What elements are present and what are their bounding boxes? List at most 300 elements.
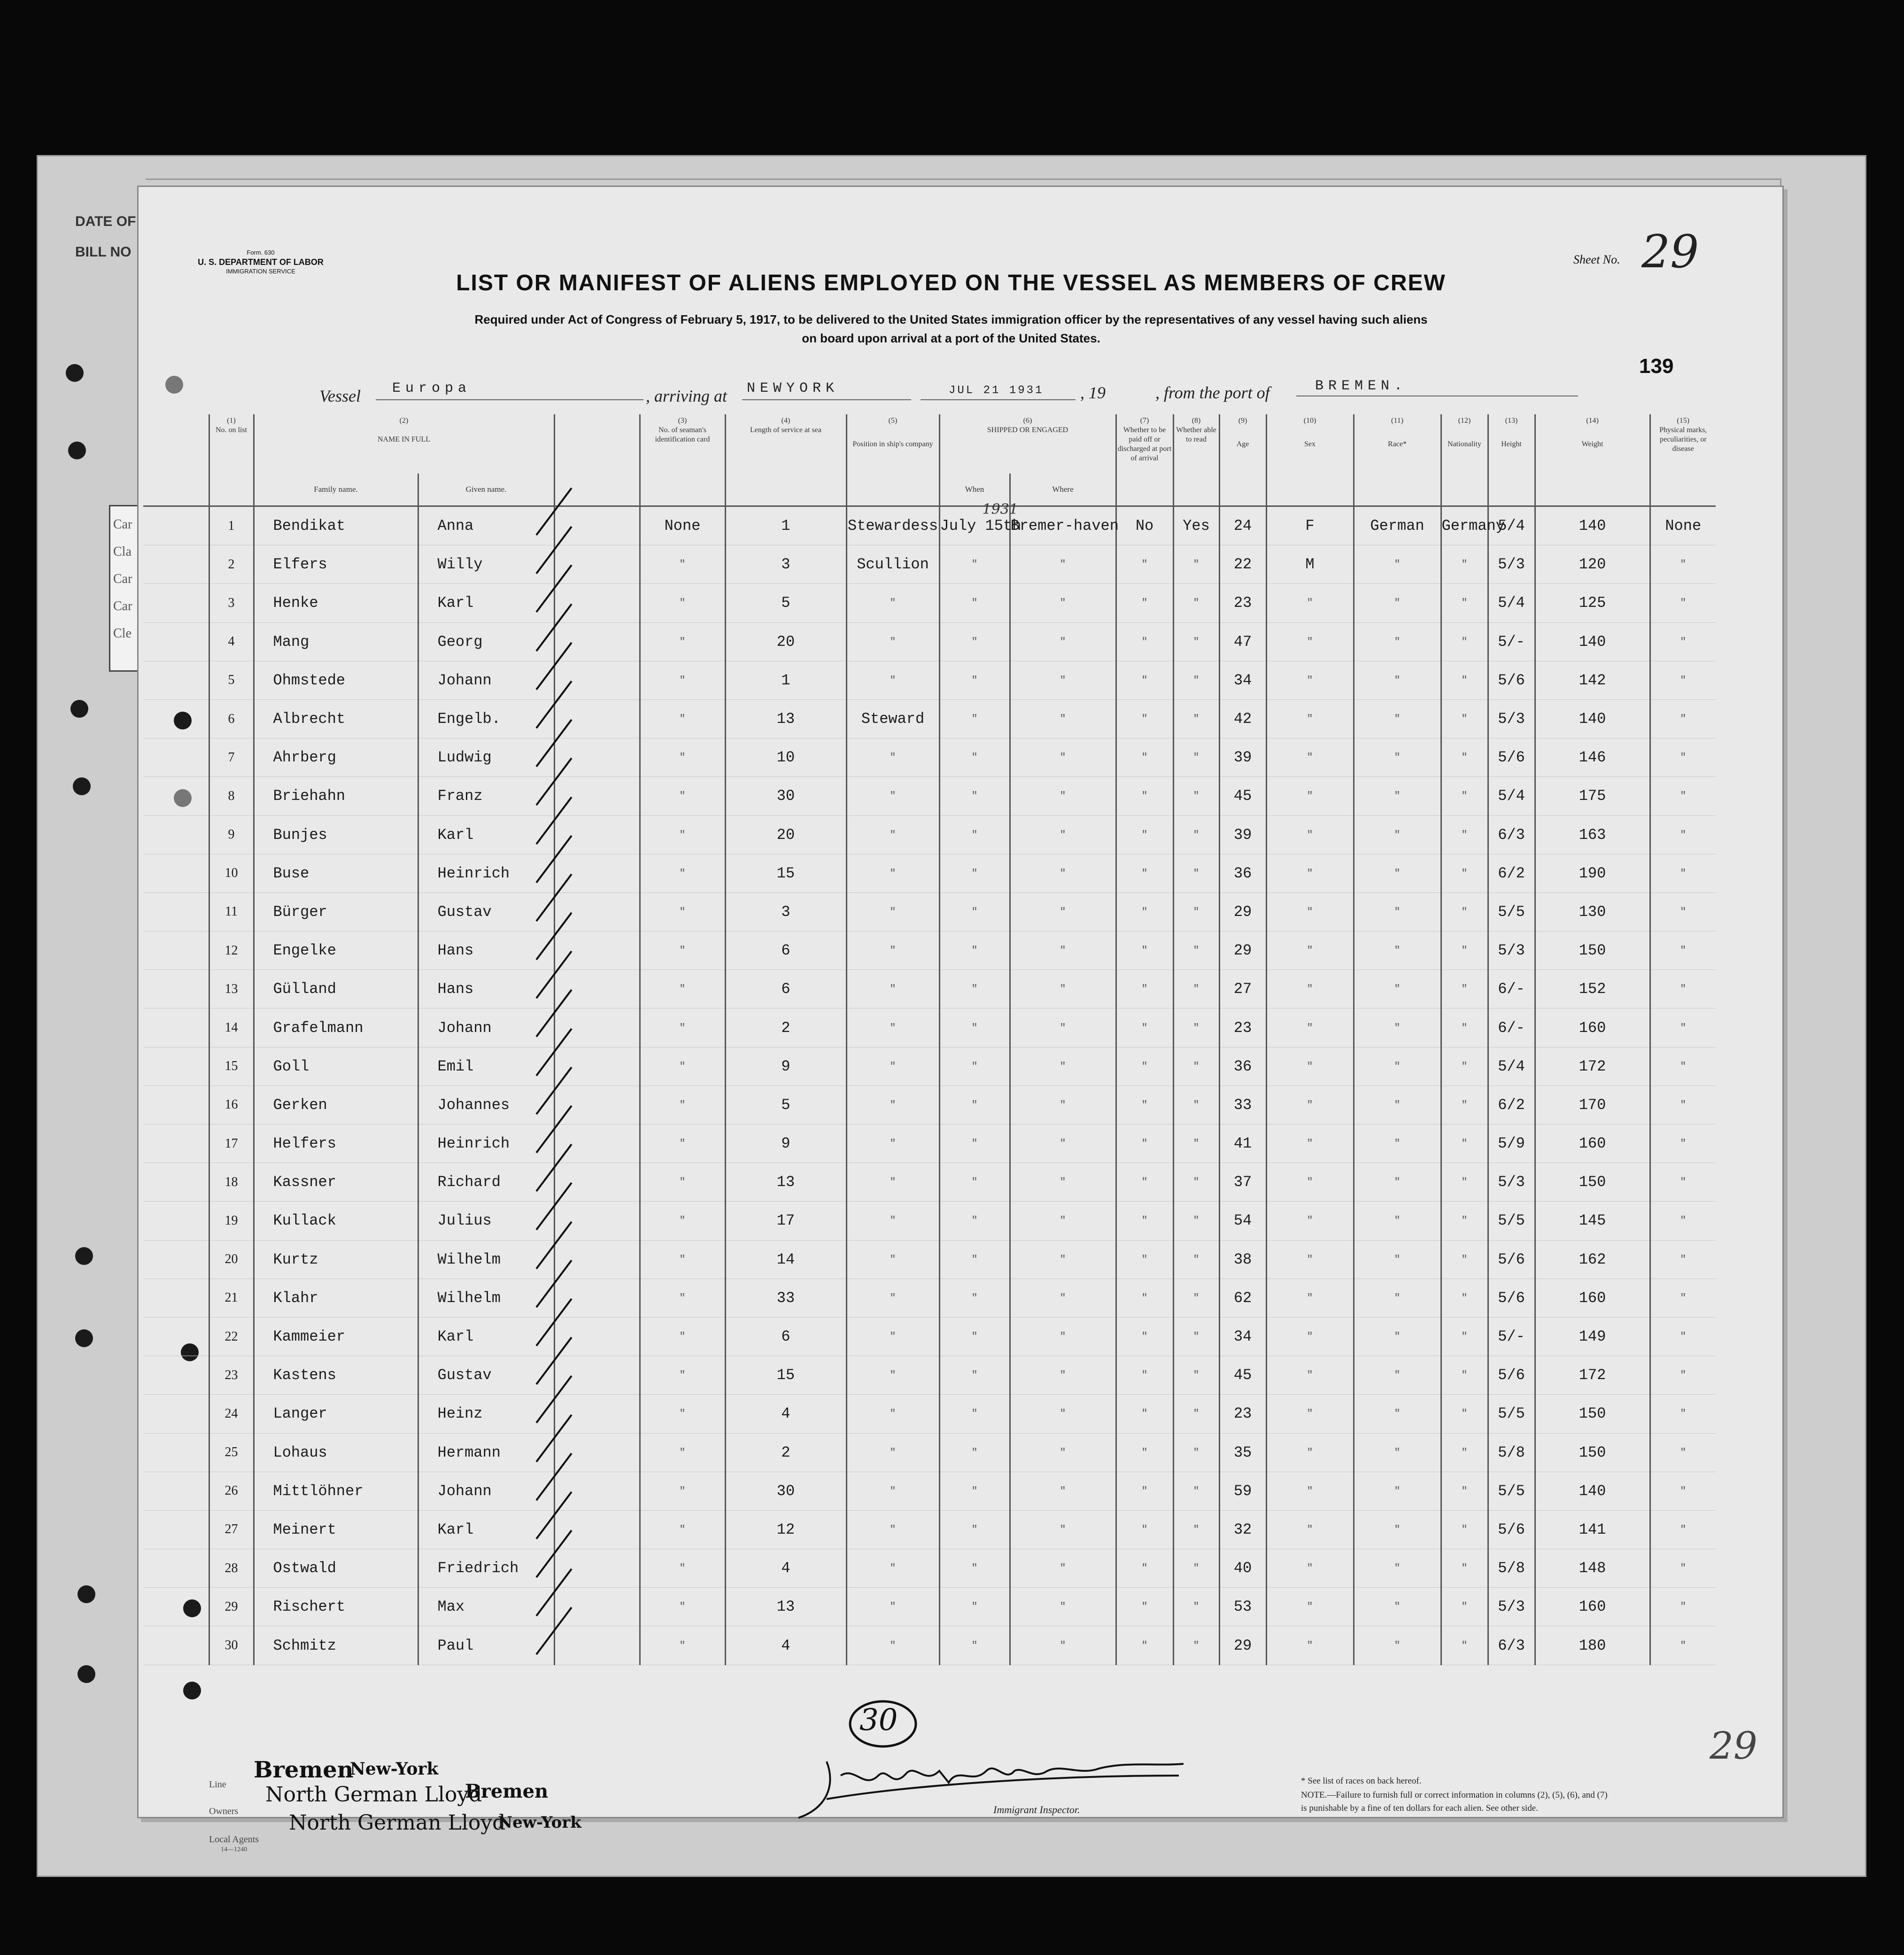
shipped-where: " (1010, 584, 1116, 622)
row-number: 6 (209, 699, 254, 738)
able-to-read: " (1173, 699, 1219, 738)
owners-stamp-city: Bremen (465, 1780, 549, 1802)
paid-off: " (1116, 622, 1173, 661)
sex: " (1266, 1395, 1354, 1433)
weight: 150 (1535, 1433, 1650, 1472)
shipped-when: " (939, 1240, 1010, 1279)
length-of-service: 2 (725, 1433, 846, 1472)
punch-hole (70, 700, 88, 718)
shipped-where: " (1010, 1317, 1116, 1356)
given-name: Emil (418, 1047, 554, 1086)
paid-off: " (1116, 815, 1173, 854)
weight: 160 (1535, 1588, 1650, 1626)
position: " (846, 854, 939, 892)
physical-marks: " (1650, 1510, 1716, 1549)
age: 45 (1219, 777, 1266, 815)
age: 39 (1219, 815, 1266, 854)
race: " (1354, 1125, 1441, 1163)
shipped-when: " (939, 815, 1010, 854)
row-margin (143, 1125, 209, 1163)
physical-marks: " (1650, 931, 1716, 970)
paid-off: " (1116, 1549, 1173, 1588)
able-to-read: " (1173, 545, 1219, 584)
given-name: Franz (418, 777, 554, 815)
age: 62 (1219, 1279, 1266, 1317)
row-number: 11 (209, 892, 254, 931)
race: " (1354, 1588, 1441, 1626)
sex: " (1266, 931, 1354, 970)
from-port-label: , from the port of (1155, 383, 1270, 402)
crew-row (143, 1433, 1716, 1472)
position: " (846, 661, 939, 699)
physical-marks: " (1650, 970, 1716, 1009)
sex: " (1266, 1549, 1354, 1588)
position: " (846, 584, 939, 622)
paid-off: " (1116, 1317, 1173, 1356)
crew-row (143, 1009, 1716, 1047)
shipped-where: " (1010, 1433, 1116, 1472)
sex: " (1266, 1588, 1354, 1626)
sex: " (1266, 1047, 1354, 1086)
position: " (846, 1395, 939, 1433)
height: 5/6 (1488, 1510, 1535, 1549)
crew-row (143, 1549, 1716, 1588)
row-number: 9 (209, 815, 254, 854)
stub-line: Car (113, 517, 132, 532)
shipped-where: " (1010, 622, 1116, 661)
id-card: " (640, 777, 725, 815)
row-number: 8 (209, 777, 254, 815)
weight: 140 (1535, 622, 1650, 661)
race: " (1354, 970, 1441, 1009)
given-name: Wilhelm (418, 1240, 554, 1279)
punch-hole (183, 1682, 201, 1699)
shipped-where: " (1010, 854, 1116, 892)
inspector-signature (770, 1747, 1193, 1823)
shipped-when: " (939, 738, 1010, 777)
given-name: Heinrich (418, 1125, 554, 1163)
row-number: 29 (209, 1588, 254, 1626)
able-to-read: " (1173, 815, 1219, 854)
row-margin (143, 815, 209, 854)
race: " (1354, 738, 1441, 777)
sex: " (1266, 892, 1354, 931)
column-header-row (143, 414, 1716, 473)
age: 41 (1219, 1125, 1266, 1163)
able-to-read: " (1173, 1009, 1219, 1047)
race: German (1354, 506, 1441, 545)
nationality: " (1441, 1279, 1488, 1317)
shipped-when: " (939, 1472, 1010, 1510)
race: " (1354, 1549, 1441, 1588)
crew-manifest-table (143, 414, 1716, 1665)
shipped-where: " (1010, 1086, 1116, 1124)
nationality: " (1441, 1009, 1488, 1047)
id-card: " (640, 1510, 725, 1549)
family-name: Rischert (254, 1588, 418, 1626)
nationality: " (1441, 854, 1488, 892)
able-to-read: " (1173, 1202, 1219, 1240)
age: 24 (1219, 506, 1266, 545)
race: " (1354, 1202, 1441, 1240)
row-number: 15 (209, 1047, 254, 1086)
position: " (846, 815, 939, 854)
arriving-port: NEWYORK (747, 380, 839, 396)
col-read-header: (8) Whether able to read (1173, 414, 1219, 506)
id-card: " (640, 545, 725, 584)
row-margin (143, 1279, 209, 1317)
able-to-read: " (1173, 1279, 1219, 1317)
height: 5/3 (1488, 931, 1535, 970)
id-card: " (640, 661, 725, 699)
row-margin (143, 1086, 209, 1124)
height: 5/6 (1488, 1356, 1535, 1395)
row-number: 4 (209, 622, 254, 661)
crew-row (143, 1626, 1716, 1665)
age: 54 (1219, 1202, 1266, 1240)
manifest-title: LIST OR MANIFEST OF ALIENS EMPLOYED ON THE VESSEL AS MEMBERS OF CREW (456, 271, 1446, 295)
row-number: 21 (209, 1279, 254, 1317)
row-number: 23 (209, 1356, 254, 1395)
nationality: " (1441, 584, 1488, 622)
physical-marks: " (1650, 699, 1716, 738)
family-name: Klahr (254, 1279, 418, 1317)
col-race-header: (11) Race* (1354, 414, 1441, 506)
given-name: Julius (418, 1202, 554, 1240)
weight: 142 (1535, 661, 1650, 699)
race: " (1354, 1047, 1441, 1086)
height: 5/8 (1488, 1433, 1535, 1472)
physical-marks: " (1650, 661, 1716, 699)
id-card: " (640, 970, 725, 1009)
paid-off: " (1116, 1163, 1173, 1202)
shipped-where: " (1010, 1626, 1116, 1665)
from-port: BREMEN. (1315, 378, 1408, 394)
shipped-when: " (939, 1279, 1010, 1317)
family-name: Kastens (254, 1356, 418, 1395)
shipped-where: " (1010, 1047, 1116, 1086)
row-number: 19 (209, 1202, 254, 1240)
height: 5/3 (1488, 699, 1535, 738)
weight: 140 (1535, 506, 1650, 545)
row-number: 27 (209, 1510, 254, 1549)
stub-line: Cle (113, 626, 132, 641)
row-margin (143, 584, 209, 622)
crew-row (143, 506, 1716, 545)
nationality: " (1441, 738, 1488, 777)
row-margin (143, 970, 209, 1009)
length-of-service: 15 (725, 1356, 846, 1395)
id-card: None (640, 506, 725, 545)
nationality: " (1441, 815, 1488, 854)
sex: " (1266, 815, 1354, 854)
id-card: " (640, 1202, 725, 1240)
row-margin (143, 506, 209, 545)
length-of-service: 10 (725, 738, 846, 777)
race: " (1354, 699, 1441, 738)
physical-marks: " (1650, 1009, 1716, 1047)
given-name: Johann (418, 1009, 554, 1047)
weight: 149 (1535, 1317, 1650, 1356)
sex: " (1266, 1125, 1354, 1163)
height: 5/3 (1488, 1588, 1535, 1626)
id-card: " (640, 1125, 725, 1163)
shipped-when: " (939, 699, 1010, 738)
crew-row (143, 815, 1716, 854)
punch-hole (77, 1585, 95, 1603)
able-to-read: " (1173, 1433, 1219, 1472)
race: " (1354, 1472, 1441, 1510)
row-margin (143, 1202, 209, 1240)
crew-row (143, 854, 1716, 892)
line-stamp-new-york: New-York (350, 1759, 439, 1779)
length-of-service: 6 (725, 970, 846, 1009)
row-number: 10 (209, 854, 254, 892)
inspector-label: Immigrant Inspector. (993, 1804, 1080, 1815)
punch-hole (75, 1247, 93, 1265)
family-name: Bunjes (254, 815, 418, 854)
height: 6/3 (1488, 1626, 1535, 1665)
age: 36 (1219, 1047, 1266, 1086)
race: " (1354, 661, 1441, 699)
family-name: Helfers (254, 1125, 418, 1163)
sex: " (1266, 1240, 1354, 1279)
paid-off: " (1116, 777, 1173, 815)
id-card: " (640, 892, 725, 931)
shipped-where: " (1010, 1356, 1116, 1395)
age: 34 (1219, 661, 1266, 699)
length-of-service: 1 (725, 506, 846, 545)
race: " (1354, 1240, 1441, 1279)
crew-row (143, 1163, 1716, 1202)
crew-row (143, 970, 1716, 1009)
shipped-where-header: Where (1010, 473, 1116, 506)
row-number: 17 (209, 1125, 254, 1163)
height: 5/6 (1488, 1240, 1535, 1279)
sex: " (1266, 1317, 1354, 1356)
given-name: Friedrich (418, 1549, 554, 1588)
paid-off: " (1116, 970, 1173, 1009)
paid-off: " (1116, 1510, 1173, 1549)
nationality: " (1441, 1472, 1488, 1510)
shipped-where: " (1010, 777, 1116, 815)
length-of-service: 3 (725, 545, 846, 584)
shipped-when: July 15th 1931 (939, 506, 1010, 545)
family-name: Mittlöhner (254, 1472, 418, 1510)
row-margin (143, 854, 209, 892)
family-name: Kurtz (254, 1240, 418, 1279)
nationality: " (1441, 545, 1488, 584)
family-name: Kammeier (254, 1317, 418, 1356)
punch-hole (77, 1665, 95, 1683)
weight: 163 (1535, 815, 1650, 854)
shipped-where: " (1010, 1125, 1116, 1163)
age: 23 (1219, 1395, 1266, 1433)
punch-hole (73, 777, 91, 795)
position: " (846, 738, 939, 777)
height: 6/2 (1488, 854, 1535, 892)
weight: 172 (1535, 1047, 1650, 1086)
shipped-when: " (939, 892, 1010, 931)
id-card: " (640, 854, 725, 892)
position: " (846, 1240, 939, 1279)
paid-off: " (1116, 1395, 1173, 1433)
able-to-read: Yes (1173, 506, 1219, 545)
age: 53 (1219, 1588, 1266, 1626)
given-name: Johann (418, 1472, 554, 1510)
family-name: Lohaus (254, 1433, 418, 1472)
length-of-service: 33 (725, 1279, 846, 1317)
age: 40 (1219, 1549, 1266, 1588)
shipped-when: " (939, 1395, 1010, 1433)
nationality: " (1441, 1047, 1488, 1086)
sex: M (1266, 545, 1354, 584)
height: 5/4 (1488, 777, 1535, 815)
height: 5/- (1488, 1317, 1535, 1356)
shipped-when: " (939, 1202, 1010, 1240)
position: " (846, 1588, 939, 1626)
races-note: * See list of races on back hereof. (1301, 1776, 1422, 1786)
family-name-header: Family name. (254, 473, 418, 506)
row-margin (143, 1588, 209, 1626)
id-card: " (640, 1549, 725, 1588)
weight: 170 (1535, 1086, 1650, 1124)
age: 29 (1219, 931, 1266, 970)
nationality: " (1441, 931, 1488, 970)
height: 5/4 (1488, 584, 1535, 622)
agents-stamp: North German Lloyd (289, 1811, 506, 1835)
height: 5/8 (1488, 1549, 1535, 1588)
able-to-read: " (1173, 584, 1219, 622)
sex: " (1266, 699, 1354, 738)
race: " (1354, 815, 1441, 854)
shipped-when: " (939, 584, 1010, 622)
able-to-read: " (1173, 777, 1219, 815)
able-to-read: " (1173, 1240, 1219, 1279)
position: " (846, 622, 939, 661)
shipped-where: " (1010, 545, 1116, 584)
nationality: " (1441, 1510, 1488, 1549)
paid-off: " (1116, 584, 1173, 622)
family-name: Kullack (254, 1202, 418, 1240)
race: " (1354, 892, 1441, 931)
nationality: " (1441, 1395, 1488, 1433)
race: " (1354, 1163, 1441, 1202)
col-service-header: (4) Length of service at sea (725, 414, 846, 506)
form-code: 14—1240 (221, 1846, 247, 1853)
family-name: Engelke (254, 931, 418, 970)
agents-stamp-city: New-York (498, 1813, 581, 1832)
able-to-read: " (1173, 1086, 1219, 1124)
able-to-read: " (1173, 1626, 1219, 1665)
age: 33 (1219, 1086, 1266, 1124)
position: " (846, 1549, 939, 1588)
row-margin (143, 892, 209, 931)
sex: " (1266, 738, 1354, 777)
row-number: 13 (209, 970, 254, 1009)
able-to-read: " (1173, 892, 1219, 931)
race: " (1354, 1433, 1441, 1472)
shipped-when: " (939, 931, 1010, 970)
given-name: Johannes (418, 1086, 554, 1124)
sheet-number-label: Sheet No. (1573, 253, 1620, 266)
back-sheet-label-1: DATE OF (75, 214, 136, 229)
age: 38 (1219, 1240, 1266, 1279)
sex: " (1266, 622, 1354, 661)
race: " (1354, 1510, 1441, 1549)
given-name: Karl (418, 1510, 554, 1549)
sheet-number: 29 (1641, 225, 1699, 278)
paid-off: " (1116, 1202, 1173, 1240)
row-margin (143, 1510, 209, 1549)
able-to-read: " (1173, 1395, 1219, 1433)
id-card: " (640, 1317, 725, 1356)
row-margin (143, 661, 209, 699)
family-name: Ostwald (254, 1549, 418, 1588)
crew-row (143, 1047, 1716, 1086)
given-name: Karl (418, 584, 554, 622)
length-of-service: 9 (725, 1125, 846, 1163)
sex: " (1266, 1202, 1354, 1240)
row-margin (143, 1047, 209, 1086)
check-column-header (554, 414, 640, 473)
sex: " (1266, 777, 1354, 815)
height: 5/5 (1488, 1202, 1535, 1240)
paid-off: " (1116, 1125, 1173, 1163)
paid-off: " (1116, 1047, 1173, 1086)
shipped-where: " (1010, 1549, 1116, 1588)
given-name: Heinz (418, 1395, 554, 1433)
length-of-service: 5 (725, 1086, 846, 1124)
row-margin (143, 1433, 209, 1472)
row-number: 25 (209, 1433, 254, 1472)
position: " (846, 1047, 939, 1086)
position: " (846, 1356, 939, 1395)
shipped-when: " (939, 1317, 1010, 1356)
shipped-when-header: When (939, 473, 1010, 506)
family-name: Albrecht (254, 699, 418, 738)
height: 5/9 (1488, 1125, 1535, 1163)
age: 35 (1219, 1433, 1266, 1472)
sex: " (1266, 584, 1354, 622)
page-number: 139 (1639, 355, 1674, 378)
row-number: 2 (209, 545, 254, 584)
paid-off: " (1116, 892, 1173, 931)
row-number: 18 (209, 1163, 254, 1202)
row-margin (143, 545, 209, 584)
length-of-service: 30 (725, 1472, 846, 1510)
crew-row (143, 931, 1716, 970)
weight: 160 (1535, 1125, 1650, 1163)
race: " (1354, 1395, 1441, 1433)
id-card: " (640, 1009, 725, 1047)
height: 6/3 (1488, 815, 1535, 854)
col-sex-header: (10) Sex (1266, 414, 1354, 506)
position: " (846, 1317, 939, 1356)
age: 47 (1219, 622, 1266, 661)
shipped-when: " (939, 1588, 1010, 1626)
position: " (846, 1202, 939, 1240)
col-age-header: (9) Age (1219, 414, 1266, 506)
age: 23 (1219, 1009, 1266, 1047)
row-number: 12 (209, 931, 254, 970)
age: 32 (1219, 1510, 1266, 1549)
able-to-read: " (1173, 1510, 1219, 1549)
height: 5/4 (1488, 1047, 1535, 1086)
family-name: Ahrberg (254, 738, 418, 777)
shipped-where: " (1010, 1472, 1116, 1510)
row-number: 28 (209, 1549, 254, 1588)
